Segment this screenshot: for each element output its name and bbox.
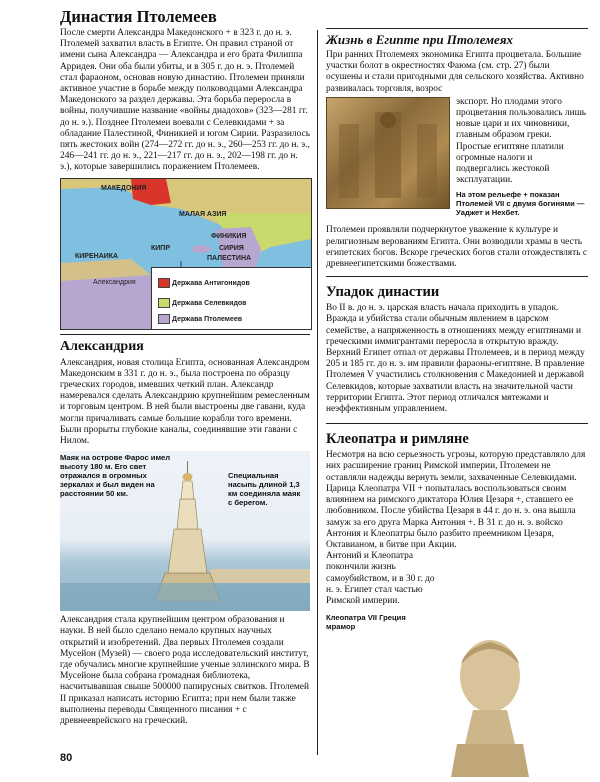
map-label-phoenicia: ФИНИКИЯ <box>211 232 247 240</box>
paragraph-exploitation: экспорт. Но плодами этого процветания пользовались лишь новые цари и их чиновники, главным образом греки. Простые египтяне платили огромные налоги и подвергались жестокой эксплуатации. <box>456 96 587 186</box>
paragraph-suicide: Антоний и Клеопатра покончили жизнь самоубийством, и в 30 г. до н. э. Египет стал частью Римской империи. <box>326 551 435 606</box>
relief-drawing <box>327 98 449 208</box>
caption-bust: Клеопатра VII Греция мрамор <box>326 613 406 632</box>
heading-decline: Упадок династии <box>326 284 440 301</box>
relief-block <box>326 97 588 218</box>
heading-ptolemaic-dynasty: Династия Птолемеев <box>60 7 217 26</box>
paragraph-cleopatra: Несмотря на всю серьезность угрозы, которую представляло для них расширение границ Римской империи, Птолемеи не оставляли надежды вернуть земли, захваченные Селевкидами. Царица Клеопатра VII + попыталась воспользоваться своим влиянием на римского диктатора Юлия Цезаря +, ставшего ее любовником. После убийства Цезаря в 44 г. до н. э. она вышла замуж за его друга Марка Антония +. В 31 г. до н. э. войско Антония и Клеопатры было разбито преемником Цезаря, Октавианом, в битве при Акции. <box>326 450 586 550</box>
heading-alexandria: Александрия <box>60 338 144 354</box>
map-hellenistic-states <box>60 178 312 330</box>
illustration-pharos-lighthouse <box>60 451 310 611</box>
legend-swatch-seleucids <box>158 298 170 308</box>
image-cleopatra-bust <box>445 632 535 777</box>
map-label-alexandria: Александрия <box>93 278 136 286</box>
legend-antigonids: Держава Антигонидов <box>158 278 250 288</box>
heading-cleopatra: Клеопатра и римляне <box>326 431 469 448</box>
map-label-asia-minor: МАЛАЯ АЗИЯ <box>179 210 227 218</box>
map-label-palestine: ПАЛЕСТИНА <box>207 254 252 262</box>
legend-swatch-ptolemies <box>158 314 170 324</box>
legend-swatch-antigonids <box>158 278 170 288</box>
paragraph-economy: При ранних Птолемеях экономика Египта процветала. Большие участки болот в окрестностях Фаюма (см. стр. 27) были осушены и стали пригодными для сельского хозяйства. Активно развивалась торговля, возрос <box>326 50 584 94</box>
caption-causeway: Специальная насыпь длиной 1,3 км соединяла маяк с берегом. <box>228 471 301 508</box>
left-column <box>60 8 310 727</box>
paragraph-alexandria: Александрия, новая столица Египта, основанная Александром Македонским в 331 г. до н. э., была построена по образцу греческих городов, имевших четкий план. Александр намеревался сделать Александрию крупнейшим ремесленным и торговым центром. В ней были выстроены две гавани, куда могли причаливать самые большие корабли того времени. Были прорыты глубокие каналы, соединявшие эти гавани с Нилом. <box>60 357 310 447</box>
map-label-syria: СИРИЯ <box>219 244 244 252</box>
map-label-cyrenaica: КИРЕНАИКА <box>75 252 119 260</box>
paragraph-museion: Александрия стала крупнейшим центром образования и науки. В ней было сделано немало крупных научных открытий и изобретений. Два первых Птолемея создали Мусейон (Музей) — своего рода исследовательский институт, где обучались многие крупнейшие ученые эллинского мира. В Мусейоне была собрана громадная библиотека, насчитывавшая свыше 500000 папирусных свитков. Птолемей II приказал написать историю Египта; при нем были также выполнены переводы Священного писания + с древнееврейского на греческий. <box>60 615 310 727</box>
caption-relief: На этом рельефе + показан Птолемей VII с двумя богинями — Уаджет и Нехбет. <box>456 190 585 218</box>
bust-drawing <box>445 632 535 777</box>
map-label-cyprus: КИПР <box>151 244 171 252</box>
section-rule <box>326 28 588 29</box>
paragraph-dynasty: После смерти Александра Македонского + в 323 г. до н. э. Птолемей захватил власть в Египте. Он правил страной от имени сына Александра — Александра и его брата Филиппа Арридея. Они оба были убиты, и в 305 г. до н. э. Птолемей стал фараоном, основав новую династию. Птолемеи приняли активное участие в борьбе между полководцами Александра Македонского за раздел державы. Эта борьба переросла в войны, получившие название «войны диадохов» (323—281 гг. до н. э.). Позднее Птолемеи воевали с Селевкидами + за обладание Палестиной, Финикией и югом Сирии. Разразилось пять жестоких войн (274—272 гг. до н. э., 260—253 гг. до н. э., 246—241 гг. до н. э., 221—217 гг. до н. э., 202—198 гг. до н. э.), которые завершились поражением Птолемеев. <box>60 28 310 173</box>
heading-life-in-egypt: Жизнь в Египте при Птолемеях <box>326 32 514 47</box>
legend-seleucids: Держава Селевкидов <box>158 298 246 308</box>
legend-ptolemies: Держава Птолемеев <box>158 314 242 324</box>
section-rule <box>60 334 310 335</box>
section-rule <box>326 276 588 277</box>
image-ptolemy-relief <box>326 97 450 209</box>
section-rule <box>326 423 588 424</box>
paragraph-religion: Птолемеи проявляли подчеркнутое уважение к культуре и религиозным верованиям Египта. Они возводили храмы в честь египетских богов. Вскоре греческих богов стали отождествлять с древнеегипетскими божествами. <box>326 225 587 270</box>
paragraph-decline: Во II в. до н. э. царская власть начала приходить в упадок. Вражда и убийства стали обычным явлением в царском семействе, а напряженность в отношениях между египтянами и греческими иммигрантами переросла в открытую вражду. Верхний Египет отпал от державы Птолемеев, и в период между 205 и 185 гг. до н. э. им правили фараоны-египтяне. В правление Птолемея V участились столкновения с Македонией и державой Селевкидов, которые захватили власть на значительной части территории Египта. Этот период отличался мятежами и неэффективным управлением. <box>326 303 585 415</box>
map-legend <box>151 267 312 330</box>
caption-pharos: Маяк на острове Фарос имел высоту 180 м. Его свет отражался в огромных зеркалах и был виден на расстоянии 50 км. <box>60 453 171 499</box>
map-label-macedonia: МАКЕДОНИЯ <box>101 184 147 192</box>
page-number: 80 <box>60 752 73 764</box>
column-divider <box>317 30 318 755</box>
right-column <box>326 28 588 631</box>
